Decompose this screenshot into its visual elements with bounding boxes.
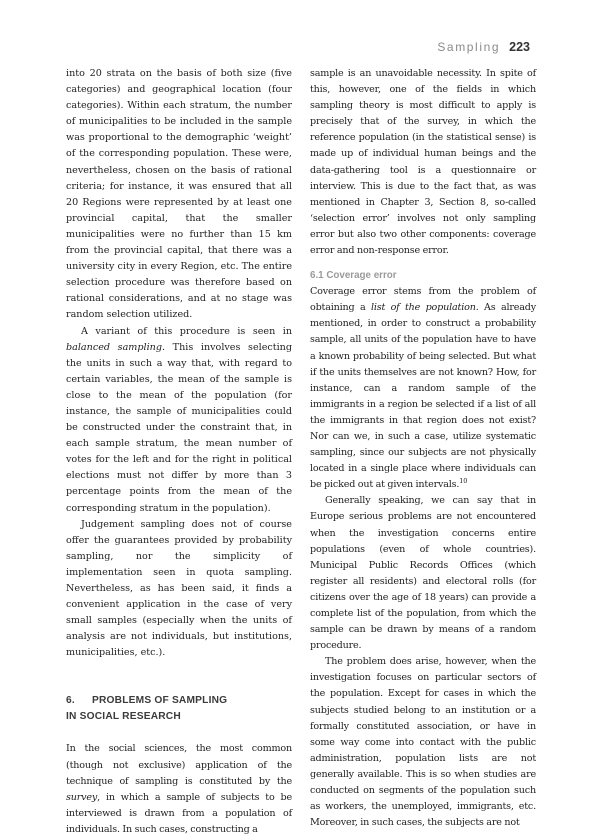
footnote-reference[interactable]: 10	[459, 477, 468, 486]
spacer	[310, 259, 536, 268]
section-title-line1: PROBLEMS OF SAMPLING	[92, 695, 228, 707]
paragraph-text: Coverage error stems from the problem of obtaining a	[310, 286, 536, 314]
section-number: 6.	[66, 695, 75, 707]
page-number: 223	[509, 40, 530, 54]
paragraph-text: . As already mentioned, in order to construct a probability sample, all units of the population have to have a known probability of being selected. But what if the units themselves are not known? How, for instance, can a random sample of the immigrants in a region be selected if a list of all the immigrants in that region does not exist? Nor can we, in such a case, utilize systematic sampling, since our subjects are not physically located in a single place where individuals can be picked out at given intervals.	[310, 302, 537, 491]
paragraph-text: In the social sciences, the most common (though not exclusive) application of the technique of sampling is constituted by the	[66, 743, 292, 787]
paragraph-selection-error: sample is an unavoidable necessity. In spite of this, however, one of the fields in which sampling theory is most difficult to apply is precisely that of the survey, in which the reference population (in the statistical sense) is made up of individual human beings and the data-gathering tool is a questionnaire or interview. This is due to the fact that, as was mentioned in Chapter 3, Section 8, so-called ‘selection error’ involves not only sampling error but also two other components: coverage error and non-response error.	[310, 68, 536, 257]
section-title-line2: IN SOCIAL RESEARCH	[66, 711, 181, 723]
spacer	[66, 725, 292, 741]
paragraph-strata: into 20 strata on the basis of both size (five categories) and geographical location (four categories). Within each stratum, the number of municipalities to be included in the sample was proportional to the demographic ‘weight’ of the corresponding population. These were, nevertheless, chosen on the basis of rational criteria; for instance, it was ensured that all 20 Regions were represented by at least one provincial capital, that the smaller municipalities were no further than 15 km from the provincial capital, that there was a university city in every Region, etc. The entire selection procedure was therefore based on rational considerations, and at no stage was random selection utilized.	[66, 68, 292, 321]
subsection-heading: 6.1 Coverage error	[310, 270, 397, 282]
paragraph-judgement-sampling: Judgement sampling does not of course offer the guarantees provided by probability sampling, nor the simplicity of implementation seen in quota sampling. Nevertheless, as has been said, it finds a convenient application in the case of very small samples (especially when the units of analysis are not individuals, but institutions, municipalities, etc.).	[66, 518, 292, 659]
spacer	[66, 661, 292, 693]
paragraph-text: , in which a sample of subjects to be interviewed is drawn from a population of individuals. In such cases, constructing a	[66, 791, 292, 835]
paragraph-coverage-error	[310, 284, 536, 493]
paragraph-europe-lists: Generally speaking, we can say that in Europe serious problems are not encountered when the investigation concerns entire populations (even of whole countries). Municipal Public Records Offices (which register all residents) and electoral rolls (for citizens over the age of 18 years) can provide a complete list of the population, from which the sample can be drawn by means of a random procedure.	[310, 495, 536, 652]
right-column	[310, 66, 536, 831]
term-survey: survey	[66, 791, 98, 803]
term-list-of-population: list of the population	[370, 302, 476, 314]
running-title: Sampling	[437, 40, 501, 54]
section-heading	[66, 693, 292, 725]
paragraph-balanced-sampling	[66, 324, 292, 517]
paragraph-survey	[66, 741, 292, 838]
paragraph-text: A variant of this procedure is seen in	[81, 325, 292, 337]
paragraph-population-sectors: The problem does arise, however, when the investigation focuses on particular sectors of the population. Except for cases in which the subjects studied belong to an institution or a formally constituted association, or have in some way come into contact with the public administration, population lists are not generally available. This is so when studies are conducted on segments of the population such as workers, the unemployed, immigrants, etc. Moreover, in such cases, the subjects are not	[310, 656, 536, 829]
running-header	[437, 38, 530, 56]
paragraph-text: . This involves selecting the units in such a way that, with regard to certain variables, the mean of the sample is close to the mean of the population (for instance, the sample of municipalities could be constructed under the constraint that, in each sample stratum, the mean number of votes for the left and for the right in political elections must not differ by more than 3 percentage points from the mean of the corresponding stratum in the population).	[66, 341, 292, 514]
term-balanced-sampling: balanced sampling	[66, 341, 162, 353]
left-column	[66, 66, 292, 838]
